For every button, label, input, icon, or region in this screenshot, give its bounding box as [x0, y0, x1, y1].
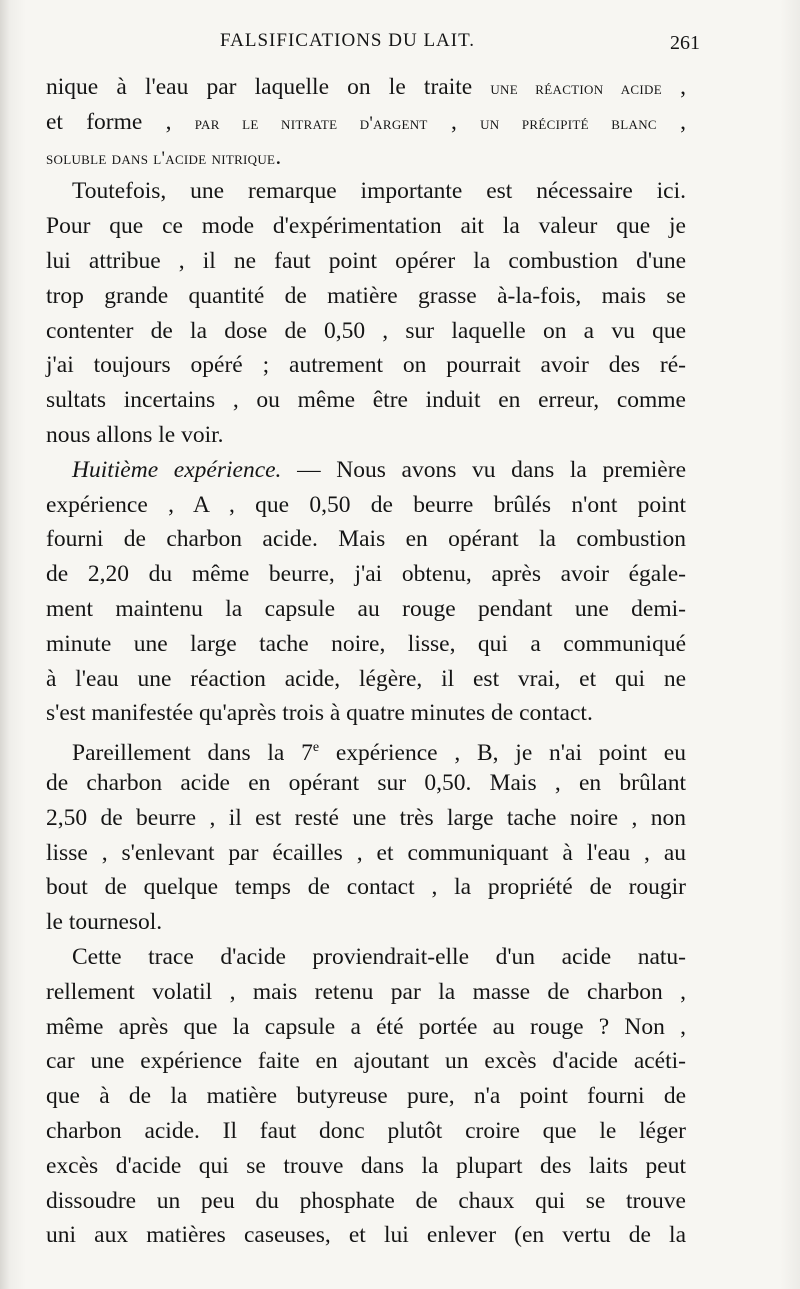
text-line: que à de la matière butyreuse pure, n'a point fourni de — [46, 1083, 686, 1110]
text-line: fourni de charbon acide. Mais en opérant la combustion — [46, 526, 686, 553]
text-line: lisse , s'enlevant par écailles , et communiquant à l'eau , au — [46, 839, 686, 866]
running-title: FALSIFICATIONS DU LAIT. — [220, 30, 476, 51]
text-line: j'ai toujours opéré ; autrement on pourrait avoir des ré- — [46, 352, 686, 379]
text-line: soluble dans l'acide nitrique. — [46, 143, 282, 170]
small-caps-phrase: un précipité blanc — [480, 112, 657, 134]
small-caps-phrase: par le nitrate d'argent — [194, 112, 428, 134]
text-line: sultats incertains , ou même être induit en erreur, comme — [46, 387, 686, 414]
page-number: 261 — [670, 32, 700, 54]
text-line: rellement volatil , mais retenu par la masse de charbon , — [46, 978, 686, 1005]
page-header — [40, 28, 700, 62]
text-line: dissoudre un peu du phosphate de chaux qui se trouve — [46, 1187, 686, 1214]
text-line: même après que la capsule a été portée au rouge ? Non , — [46, 1013, 686, 1040]
paragraph-start: Cette trace d'acide proviendrait-elle d'un acide natu- — [72, 943, 686, 970]
paragraph-start: Toutefois, une remarque importante est nécessaire ici. — [72, 178, 686, 205]
text-line: uni aux matières caseuses, et lui enlever (en vertu de la — [46, 1222, 686, 1249]
paragraph-start: Pareillement dans la 7e expérience , B, je n'ai point eu — [72, 739, 686, 766]
text-line: lui attribue , il ne faut point opérer la combustion d'une — [46, 247, 686, 274]
small-caps-phrase: soluble dans l'acide nitrique — [46, 147, 276, 169]
text-line: excès d'acide qui se trouve dans la plupart des laits peut — [46, 1152, 686, 1179]
text-line: bout de quelque temps de contact , la propriété de rougir — [46, 874, 686, 901]
text-line: charbon acide. Il faut donc plutôt croire que le léger — [46, 1117, 686, 1144]
text-line: Pour que ce mode d'expérimentation ait la valeur que je — [46, 213, 686, 240]
superscript: e — [312, 740, 320, 756]
text-line: s'est manifestée qu'après trois à quatre minutes de contact. — [46, 700, 593, 727]
text-line: nique à l'eau par laquelle on le traite une réaction acide , — [46, 74, 686, 100]
text-line: minute une large tache noire, lisse, qui a communiqué — [46, 630, 686, 657]
text-line: à l'eau une réaction acide, légère, il est vrai, et qui ne — [46, 665, 686, 692]
text-line: et forme , par le nitrate d'argent , un précipité blanc , — [46, 108, 686, 135]
text-line: car une expérience faite en ajoutant un excès d'acide acéti- — [46, 1048, 686, 1075]
text-line: de 2,20 du même beurre, j'ai obtenu, après avoir égale- — [46, 561, 686, 588]
text-line: trop grande quantité de matière grasse à-la-fois, mais se — [46, 282, 686, 309]
text-line: ment maintenu la capsule au rouge pendant une demi- — [46, 595, 686, 622]
text-line: expérience , A , que 0,50 de beurre brûlés n'ont point — [46, 491, 686, 518]
text-line: de charbon acide en opérant sur 0,50. Mais , en brûlant — [46, 769, 686, 796]
paragraph-start: Huitième expérience. — Nous avons vu dans la première — [72, 456, 686, 483]
body-text — [46, 70, 686, 1253]
text-line: nous allons le voir. — [46, 421, 224, 448]
small-caps-phrase: une réaction acide — [490, 78, 662, 99]
text-line: contenter de la dose de 0,50 , sur laquelle on a vu que — [46, 317, 686, 344]
section-heading-italic: Huitième expérience. — [72, 456, 282, 483]
text-line: 2,50 de beurre , il est resté une très large tache noire , non — [46, 804, 686, 831]
text-line: le tournesol. — [46, 909, 163, 936]
